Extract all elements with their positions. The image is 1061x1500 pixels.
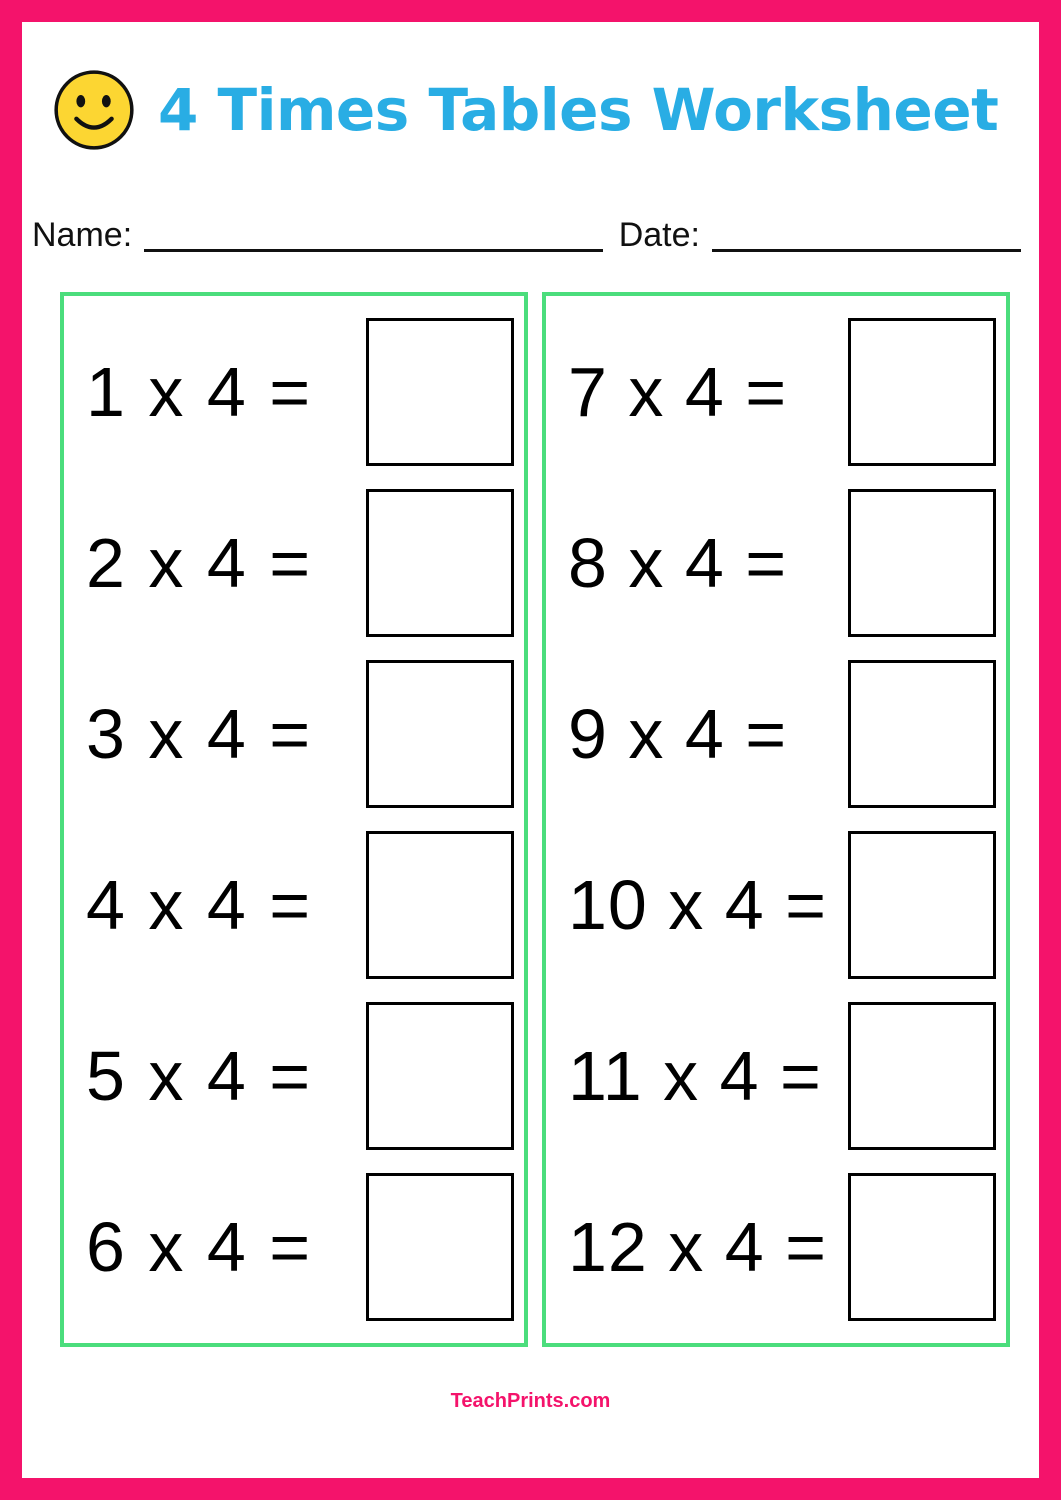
answer-box[interactable] [848, 660, 996, 808]
answer-box[interactable] [366, 660, 514, 808]
problem-row [546, 1172, 1006, 1322]
problem-row [64, 659, 524, 809]
problem-expression: 9 x 4 = [568, 694, 788, 773]
answer-box[interactable] [848, 831, 996, 979]
problem-row [64, 1001, 524, 1151]
smiley-face-icon [50, 66, 138, 154]
date-label: Date: [618, 215, 700, 254]
name-input[interactable] [144, 219, 603, 252]
problem-expression: 11 x 4 = [568, 1037, 822, 1116]
answer-box[interactable] [848, 1002, 996, 1150]
date-input[interactable] [712, 219, 1021, 252]
problem-expression: 5 x 4 = [86, 1037, 313, 1116]
worksheet-header [22, 55, 1039, 165]
problem-expression: 10 x 4 = [568, 866, 828, 945]
left-column [60, 292, 528, 1347]
problem-expression: 2 x 4 = [86, 523, 313, 602]
problem-row [546, 659, 1006, 809]
right-column [542, 292, 1010, 1347]
problem-row [546, 830, 1006, 980]
answer-box[interactable] [848, 318, 996, 466]
problem-expression: 3 x 4 = [86, 694, 313, 773]
problem-row [64, 830, 524, 980]
answer-box[interactable] [848, 1173, 996, 1321]
answer-box[interactable] [366, 318, 514, 466]
name-date-row [22, 205, 1039, 265]
problems-area [60, 292, 1010, 1347]
problem-expression: 4 x 4 = [86, 866, 313, 945]
name-label: Name: [32, 215, 133, 254]
problem-row [546, 1001, 1006, 1151]
answer-box[interactable] [366, 1173, 514, 1321]
problem-row [64, 488, 524, 638]
answer-box[interactable] [366, 489, 514, 637]
problem-expression: 1 x 4 = [86, 352, 313, 431]
problem-row [64, 317, 524, 467]
answer-box[interactable] [848, 489, 996, 637]
problem-expression: 12 x 4 = [568, 1208, 828, 1287]
footer-branding: TeachPrints.com [450, 1390, 611, 1412]
problem-row [64, 1172, 524, 1322]
answer-box[interactable] [366, 1002, 514, 1150]
problem-row [546, 317, 1006, 467]
footer [0, 1390, 1061, 1413]
problem-expression: 6 x 4 = [86, 1208, 313, 1287]
answer-box[interactable] [366, 831, 514, 979]
problem-expression: 7 x 4 = [568, 352, 788, 431]
problem-expression: 8 x 4 = [568, 523, 788, 602]
page-title: 4 Times Tables Worksheet [158, 76, 999, 144]
problem-row [546, 488, 1006, 638]
